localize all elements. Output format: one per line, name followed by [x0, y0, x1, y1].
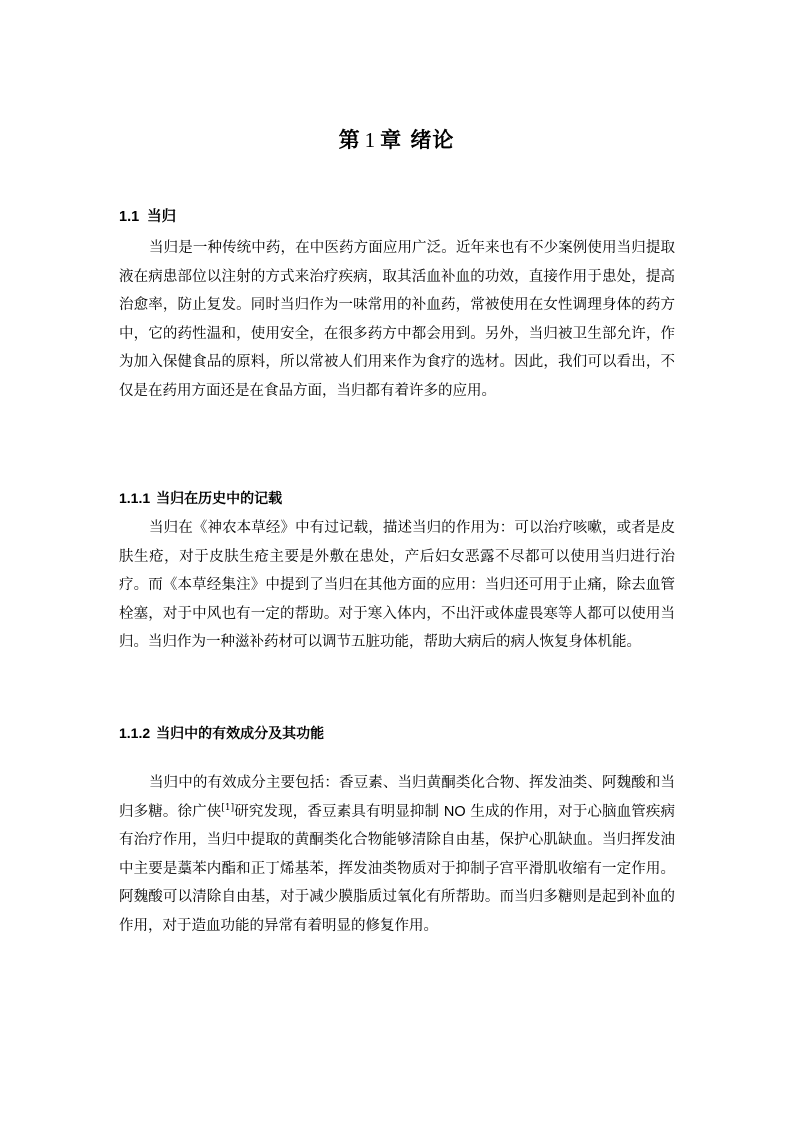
section-title: 当归: [147, 209, 177, 225]
subsection-heading-1: [119, 488, 282, 508]
components-text-part1: 当归中的有效成分主要包括：香豆素、当归黄酮类化合物、挥发油类、阿魏酸和当归多糖。徐广侠: [119, 775, 675, 820]
section-number: 1.1: [119, 209, 140, 225]
chapter-prefix: 第: [338, 127, 361, 152]
subsection-1-title: 当归在历史中的记载: [156, 491, 283, 507]
no-term: NO: [443, 803, 466, 820]
subsection-heading-2: [119, 723, 324, 743]
components-text-part3: 生成的作用，对于心脑血管疾病有治疗作用，当归中提取的黄酮类化合物能够清除自由基，保护心肌缺血。当归挥发油中主要是藁苯内酯和正丁烯基苯，挥发油类物质对于抑制子宫平滑肌收缩有一定作用。阿魏酸可以清除自由基，对于减少膜脂质过氧化有所帮助。而当归多糖则是起到补血的作用，对于造血功能的异常有着明显的修复作用。: [119, 803, 676, 934]
chapter-suffix: 章: [380, 127, 403, 152]
citation-reference[interactable]: [1]: [221, 802, 235, 813]
components-text-part2: 研究发现，香豆素具有明显抑制: [234, 803, 444, 820]
subsection-1-number: 1.1.1: [119, 490, 151, 506]
section-heading: [119, 205, 176, 226]
history-paragraph: 当归在《神农本草经》中有过记载，描述当归的作用为：可以治疗咳嗽，或者是皮肤生疮，对于皮肤生疮主要是外敷在患处，产后妇女恶露不尽都可以使用当归进行治疗。而《本草经集注》中提到了当归在其他方面的应用：当归还可用于止痛，除去血管栓塞，对于中风也有一定的帮助。对于寒入体内，不出汗或体虚畏寒等人都可以使用当归。当归作为一种滋补药材可以调节五脏功能，帮助大病后的病人恢复身体机能。: [119, 520, 675, 650]
subsection-2-title: 当归中的有效成分及其功能: [156, 726, 325, 742]
chapter-title: [0, 124, 793, 154]
chapter-number: 1: [364, 128, 377, 152]
components-paragraph: [119, 769, 675, 940]
subsection-2-number: 1.1.2: [119, 725, 151, 741]
chapter-title-text: 绪论: [410, 127, 455, 152]
intro-paragraph: 当归是一种传统中药，在中医药方面应用广泛。近年来也有不少案例使用当归提取液在病患部位以注射的方式来治疗疾病，取其活血补血的功效，直接作用于患处，提高治愈率，防止复发。同时当归作为一味常用的补血药，常被使用在女性调理身体的药方中，它的药性温和，使用安全，在很多药方中都会用到。另外，当归被卫生部允许，作为加入保健食品的原料，所以常被人们用来作为食疗的选材。因此，我们可以看出，不仅是在药用方面还是在食品方面，当归都有着许多的应用。: [119, 240, 675, 399]
